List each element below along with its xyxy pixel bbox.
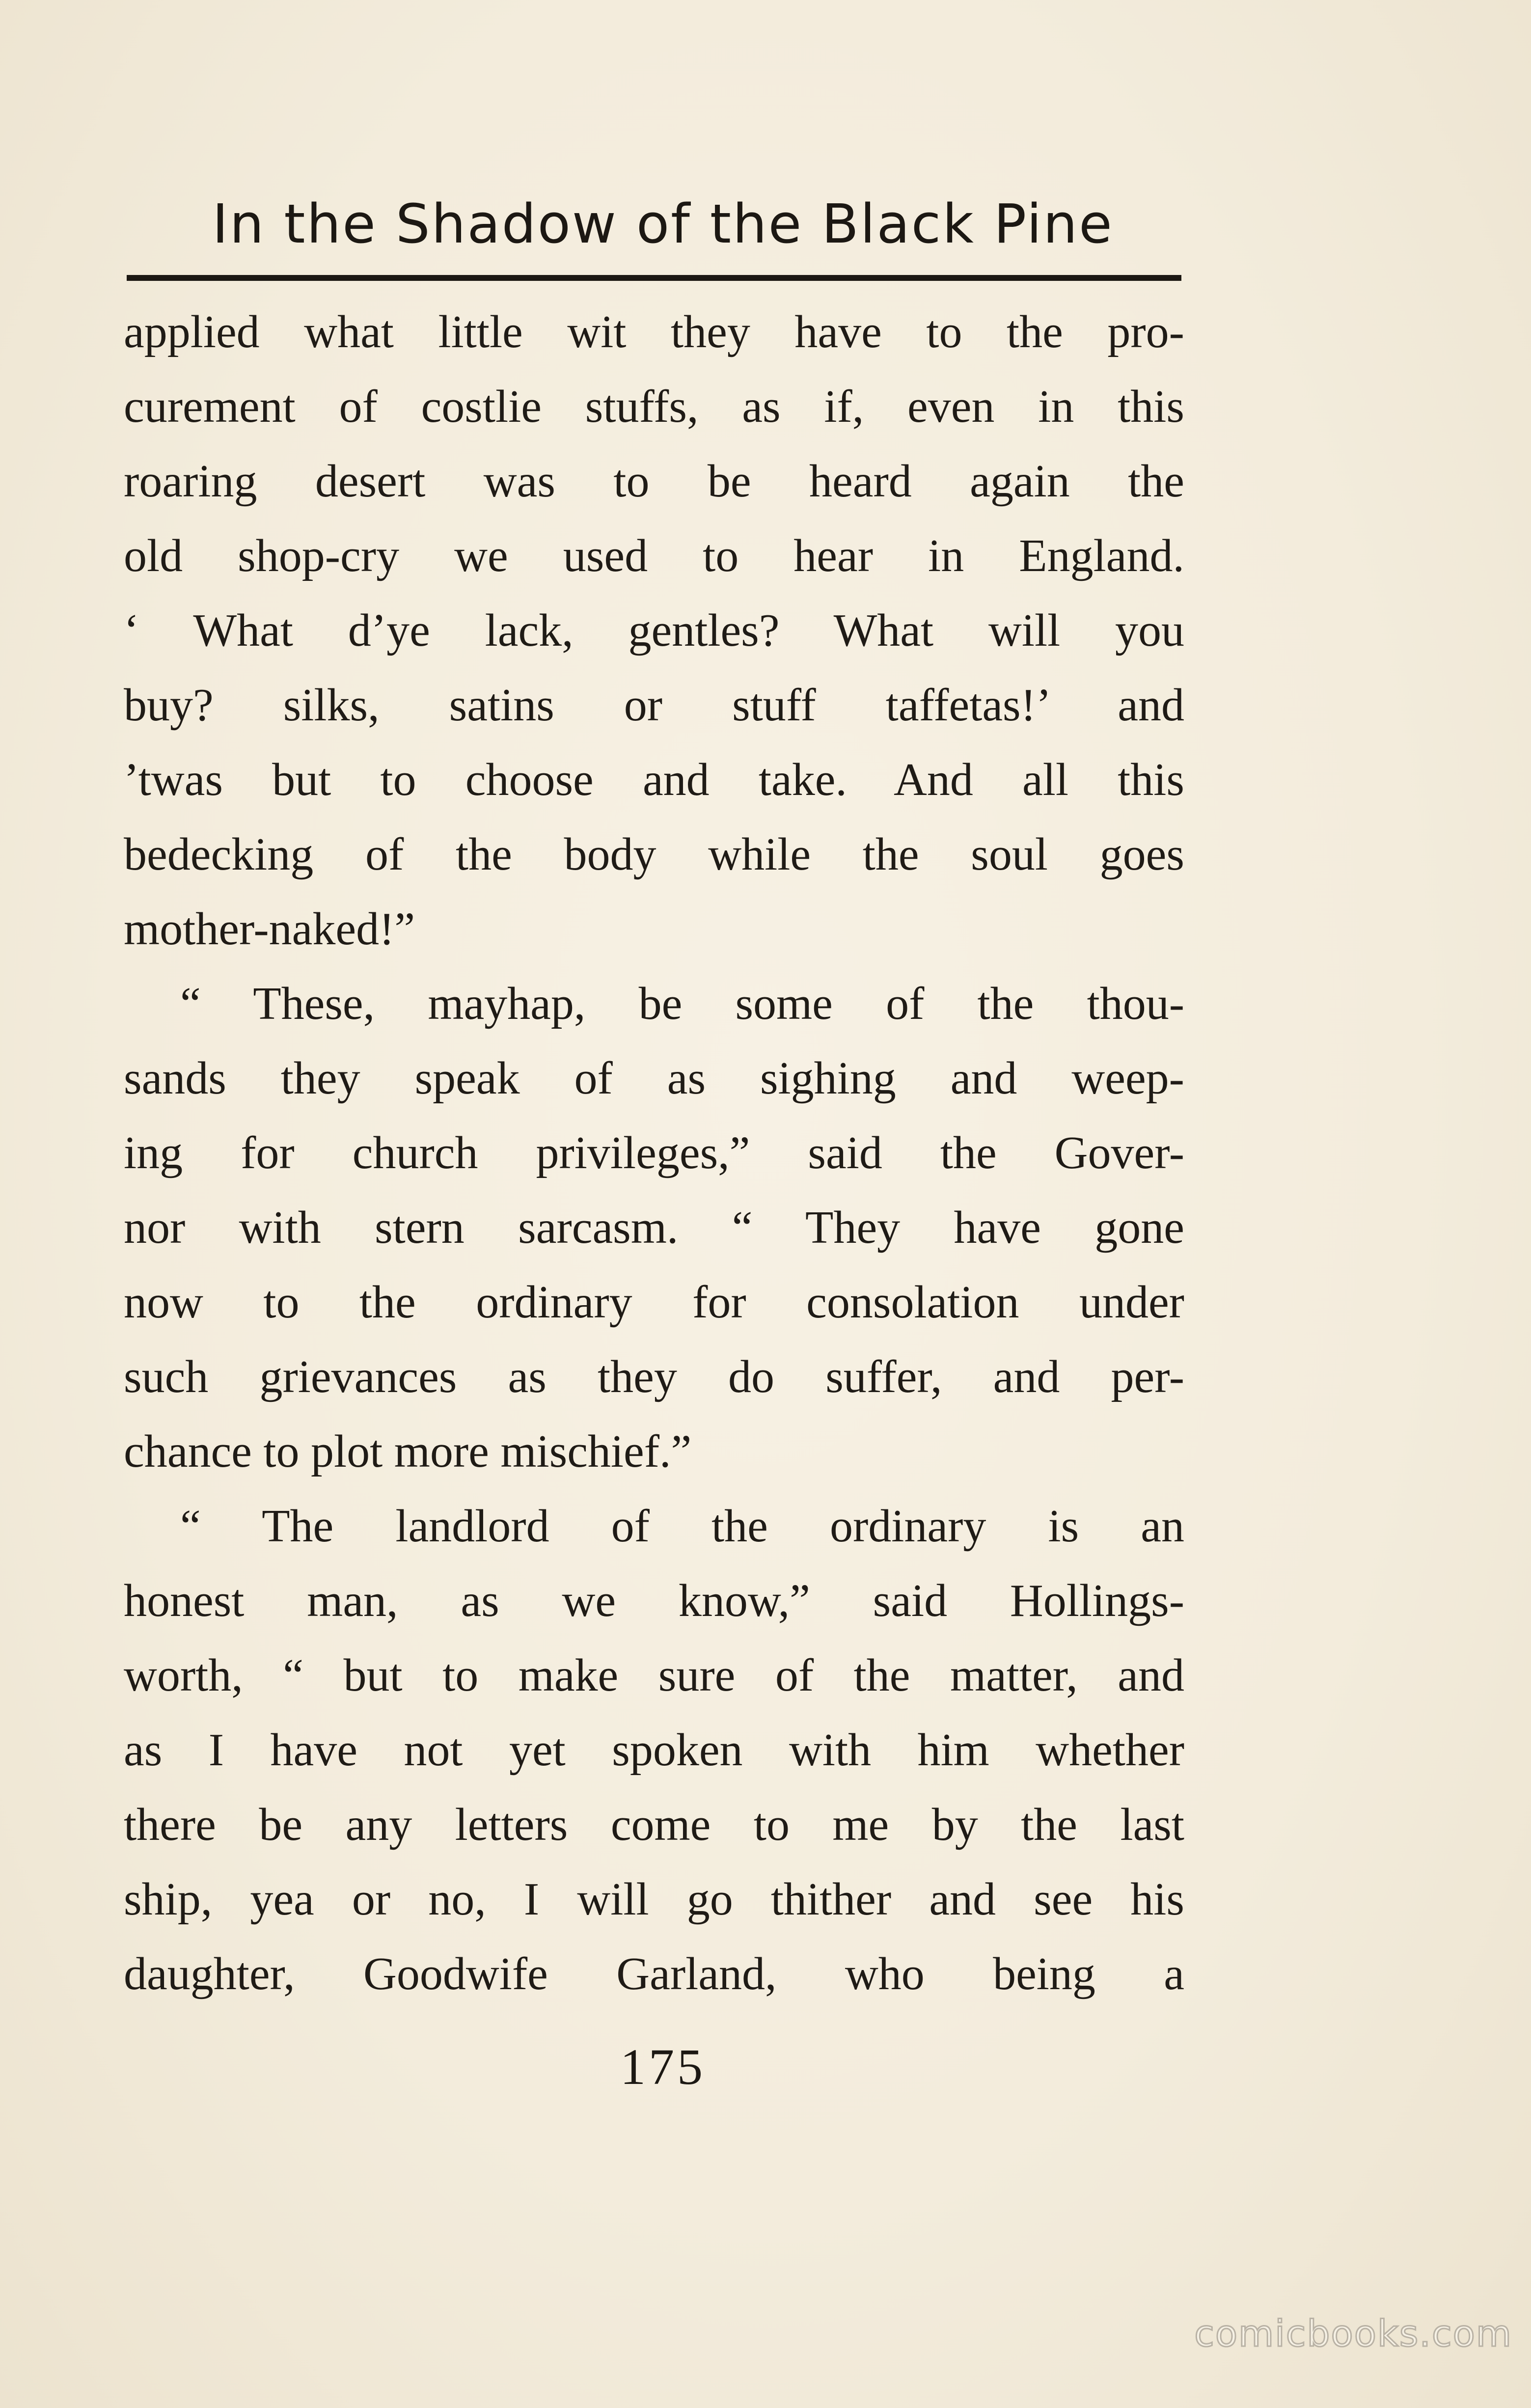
text-line: ’twas but to choose and take. And all this — [124, 754, 1184, 805]
text-line: sands they speak of as sighing and weep- — [124, 1053, 1184, 1104]
text-line: ship, yea or no, I will go thither and see his — [124, 1874, 1184, 1925]
text-line: daughter, Goodwife Garland, who being a — [124, 1948, 1184, 1999]
text-line: roaring desert was to be heard again the — [124, 456, 1184, 507]
text-line: applied what little wit they have to the pro- — [124, 306, 1184, 357]
text-line: such grievances as they do suffer, and per- — [124, 1351, 1184, 1402]
page-number: 175 — [620, 2039, 706, 2095]
text-line: nor with stern sarcasm. “ They have gone — [124, 1202, 1184, 1253]
text-line: “ The landlord of the ordinary is an — [180, 1501, 1184, 1552]
text-line: old shop-cry we used to hear in England. — [124, 530, 1184, 581]
text-line: buy? silks, satins or stuff taffetas!’ and — [124, 680, 1184, 731]
text-line: bedecking of the body while the soul goes — [124, 829, 1184, 880]
running-head: In the Shadow of the Black Pine — [212, 192, 1114, 255]
text-line: mother-naked!” — [124, 903, 415, 955]
text-line: curement of costlie stuffs, as if, even in this — [124, 381, 1184, 432]
text-line: honest man, as we know,” said Hollings- — [124, 1575, 1184, 1626]
text-line: chance to plot more mischief.” — [124, 1426, 692, 1477]
text-line: ‘ What d’ye lack, gentles? What will you — [124, 605, 1184, 656]
text-line: as I have not yet spoken with him whether — [124, 1724, 1184, 1776]
text-line: there be any letters come to me by the last — [124, 1799, 1184, 1850]
body-text — [124, 295, 1184, 2011]
text-line: ing for church privileges,” said the Gover- — [124, 1127, 1184, 1178]
watermark: comicbooks.com — [1194, 2313, 1512, 2355]
text-line: “ These, mayhap, be some of the thou- — [180, 978, 1184, 1029]
text-line: worth, “ but to make sure of the matter, and — [124, 1650, 1184, 1701]
text-line: now to the ordinary for consolation under — [124, 1277, 1184, 1328]
header-rule — [127, 275, 1181, 281]
